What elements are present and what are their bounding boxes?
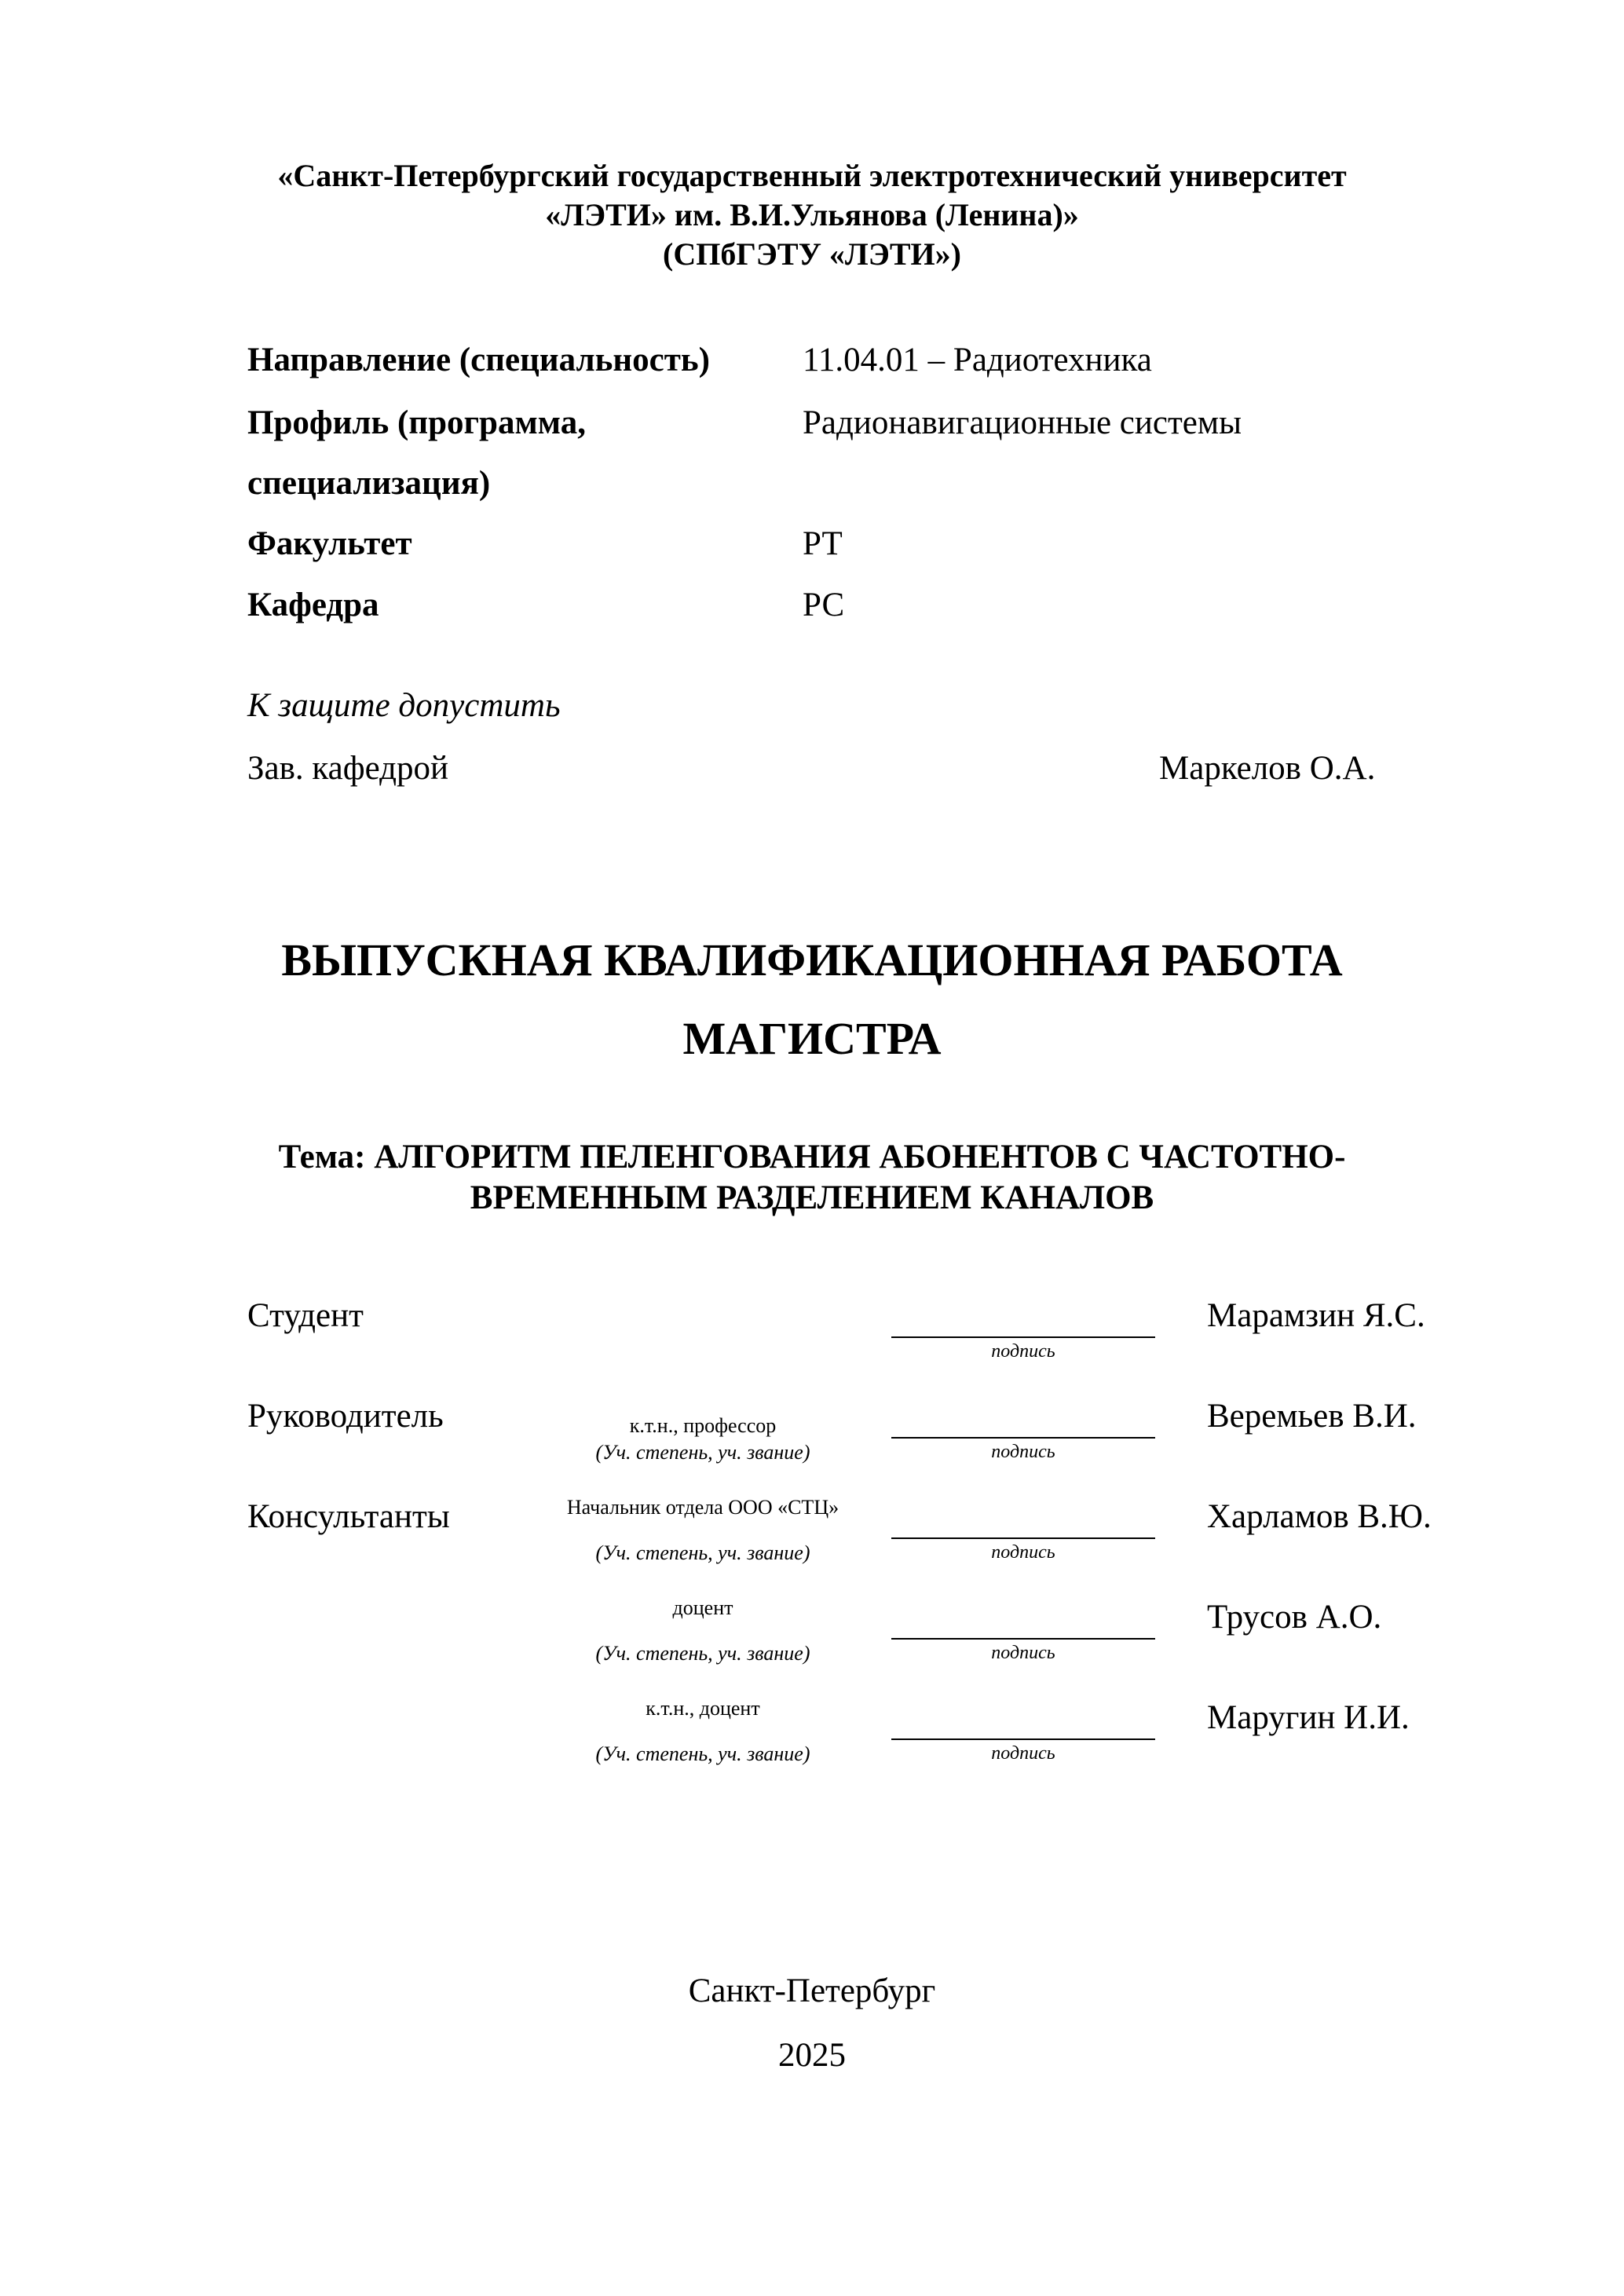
supervisor-signature-caption: подпись — [991, 1442, 1055, 1462]
consultant-degree: к.т.н., доцент — [646, 1697, 760, 1720]
consultant-degree-caption: (Уч. степень, уч. звание) — [595, 1642, 810, 1665]
theme-line2: ВРЕМЕННЫМ РАЗДЕЛЕНИЕМ КАНАЛОВ — [470, 1179, 1154, 1216]
supervisor-signature-line — [891, 1437, 1155, 1439]
profile-label-line2: специализация) — [247, 465, 491, 502]
consultant-signature-caption: подпись — [991, 1643, 1055, 1663]
city: Санкт-Петербург — [688, 1972, 936, 2009]
faculty-value: РТ — [803, 525, 843, 562]
profile-label-line1: Профиль (программа, — [247, 404, 586, 441]
year: 2025 — [778, 2037, 846, 2074]
profile-value: Радионавигационные системы — [803, 404, 1242, 441]
supervisor-label: Руководитель — [247, 1398, 444, 1435]
university-name-line2: «ЛЭТИ» им. В.И.Ульянова (Ленина)» — [545, 197, 1079, 232]
consultant-degree: Начальник отдела ООО «СТЦ» — [566, 1496, 839, 1519]
consultant-signature-line — [891, 1738, 1155, 1740]
consultant-name: Трусов А.О. — [1207, 1599, 1382, 1636]
consultant-degree-caption: (Уч. степень, уч. звание) — [595, 1742, 810, 1765]
consultant-signature-caption: подпись — [991, 1542, 1055, 1563]
consultant-degree-caption: (Уч. степень, уч. звание) — [595, 1541, 810, 1564]
theme-line1: Тема: АЛГОРИТМ ПЕЛЕНГОВАНИЯ АБОНЕНТОВ С ЧАСТОТНО- — [278, 1139, 1346, 1175]
head-of-department-label: Зав. кафедрой — [247, 750, 449, 787]
consultant-signature-line — [891, 1537, 1155, 1539]
student-signature-line — [891, 1336, 1155, 1338]
consultant-signature-line — [891, 1638, 1155, 1640]
supervisor-degree: к.т.н., профессор — [629, 1414, 777, 1437]
direction-label: Направление (специальность) — [247, 342, 710, 378]
work-title-line2: МАГИСТРА — [682, 1013, 942, 1064]
consultant-name: Харламов В.Ю. — [1207, 1498, 1432, 1535]
consultants-label: Консультанты — [247, 1498, 450, 1535]
supervisor-name: Веремьев В.И. — [1207, 1398, 1417, 1435]
faculty-label: Факультет — [247, 525, 412, 562]
department-value: РС — [803, 587, 845, 623]
consultant-name: Маругин И.И. — [1207, 1699, 1410, 1736]
university-abbreviation: (СПбГЭТУ «ЛЭТИ») — [663, 236, 961, 272]
work-title-line1: ВЫПУСКНАЯ КВАЛИФИКАЦИОННАЯ РАБОТА — [281, 934, 1343, 985]
student-name: Марамзин Я.С. — [1207, 1297, 1425, 1334]
student-signature-caption: подпись — [991, 1341, 1055, 1362]
consultant-degree: доцент — [672, 1596, 733, 1619]
head-of-department-name: Маркелов О.А. — [1159, 750, 1376, 787]
department-label: Кафедра — [247, 587, 379, 623]
university-name-line1: «Санкт-Петербургский государственный электротехнический университет — [277, 158, 1347, 193]
admission-title: К защите допустить — [247, 687, 561, 724]
consultant-signature-caption: подпись — [991, 1743, 1055, 1764]
supervisor-degree-caption: (Уч. степень, уч. звание) — [595, 1441, 810, 1464]
student-label: Студент — [247, 1297, 364, 1334]
direction-value: 11.04.01 – Радиотехника — [803, 342, 1152, 378]
